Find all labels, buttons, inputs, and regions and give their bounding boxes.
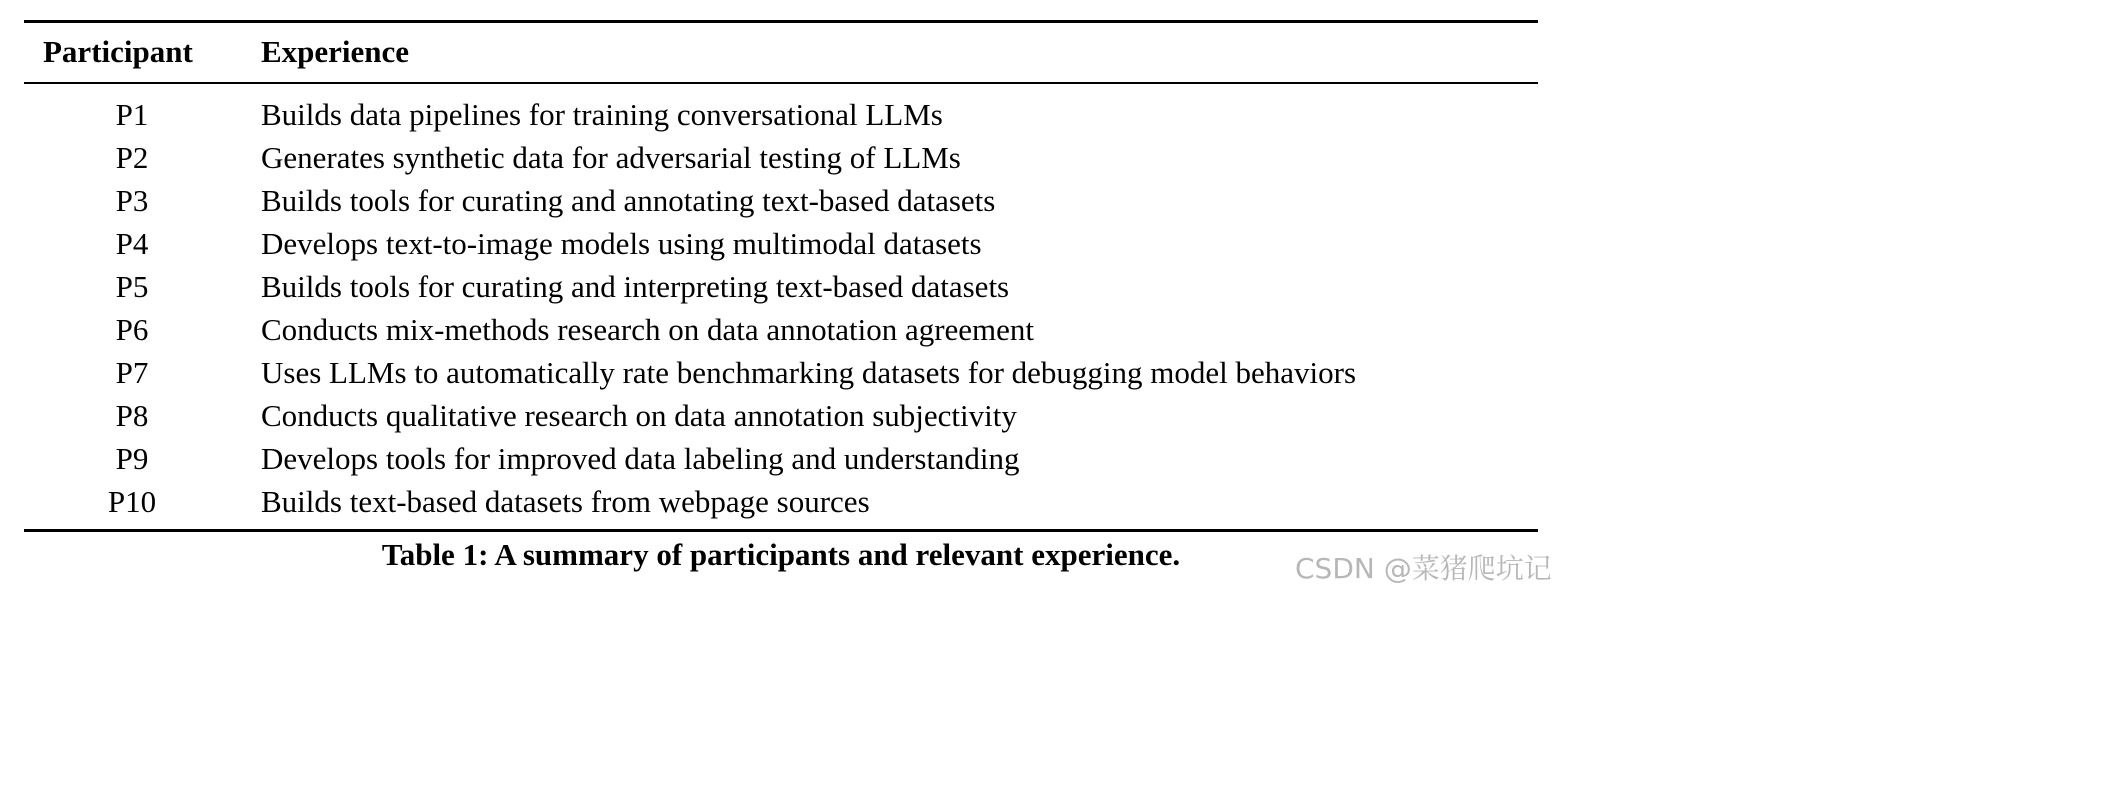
table-row: [0, 265, 1568, 308]
participant-experience: Conducts mix-methods research on data annotation agreement: [261, 312, 1035, 347]
header-experience: Experience: [261, 34, 410, 69]
participant-id: P7: [115, 355, 149, 390]
participant-experience: Conducts qualitative research on data annotation subjectivity: [261, 398, 1017, 433]
participant-id: P4: [115, 226, 149, 261]
table-row: [0, 480, 1568, 523]
table-row: [0, 179, 1568, 222]
participant-id: P1: [115, 97, 149, 132]
participant-experience: Builds tools for curating and annotating text-based datasets: [261, 183, 996, 218]
table-body: [0, 93, 1568, 523]
participant-id: P6: [115, 312, 149, 347]
table-top-rule: [24, 20, 1538, 23]
table-row: [0, 394, 1568, 437]
participant-experience: Builds data pipelines for training conversational LLMs: [261, 97, 943, 132]
participant-experience: Builds text-based datasets from webpage sources: [261, 484, 870, 519]
watermark: CSDN @菜猪爬坑记: [1295, 552, 1552, 585]
participant-experience: Develops tools for improved data labeling and understanding: [261, 441, 1020, 476]
participant-id: P10: [107, 484, 157, 519]
participant-id: P3: [115, 183, 149, 218]
table-bottom-rule: [24, 529, 1538, 532]
header-participant: Participant: [43, 34, 193, 69]
participant-id: P5: [115, 269, 149, 304]
participant-id: P2: [115, 140, 149, 175]
participant-id: P8: [115, 398, 149, 433]
table-row: [0, 351, 1568, 394]
participant-id: P9: [115, 441, 149, 476]
table-row: [0, 93, 1568, 136]
table-header-rule: [24, 82, 1538, 84]
participant-experience: Builds tools for curating and interpreting text-based datasets: [261, 269, 1010, 304]
table-caption-text: Table 1: A summary of participants and relevant experience.: [381, 537, 1181, 572]
table-row: [0, 136, 1568, 179]
table-row: [0, 308, 1568, 351]
table-row: [0, 437, 1568, 480]
table-row: [0, 222, 1568, 265]
participant-experience: Develops text-to-image models using multimodal datasets: [261, 226, 982, 261]
participant-experience: Generates synthetic data for adversarial testing of LLMs: [261, 140, 961, 175]
participant-experience: Uses LLMs to automatically rate benchmarking datasets for debugging model behaviors: [261, 355, 1357, 390]
